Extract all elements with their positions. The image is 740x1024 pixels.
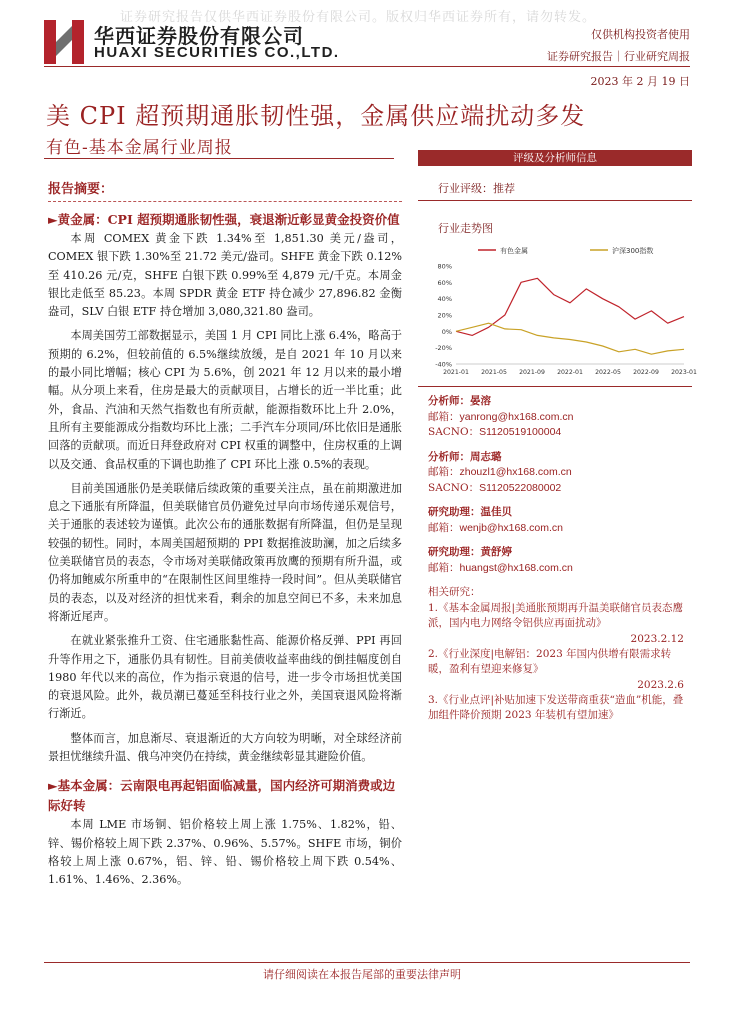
analyst-name: 黄舒婷 <box>480 546 512 558</box>
assistant-card <box>428 505 692 536</box>
analyst-name-row <box>428 394 692 410</box>
x-tick-label: 2022-05 <box>595 369 621 376</box>
y-tick-label: 0% <box>441 327 452 336</box>
analyst-sac-row <box>428 425 692 441</box>
analyst-role: 研究助理： <box>428 506 481 518</box>
legal-footer: 请仔细阅读在本报告尾部的重要法律声明 <box>263 968 461 981</box>
email-label: 邮箱： <box>428 561 460 574</box>
series-line <box>456 278 684 335</box>
page-title: 美 CPI 超预期通胀韧性强，金属供应端扰动多发 <box>46 102 586 130</box>
y-tick-label: 40% <box>437 295 452 304</box>
analyst-sac-row <box>428 481 692 497</box>
analyst-sac: S1120519100004 <box>479 426 562 438</box>
watermark: 证券研究报告仅供华西证券股份有限公司。版权归华西证券所有，请勿转发。 <box>120 10 597 25</box>
page-subtitle: 有色-基本金属行业周报 <box>46 138 233 158</box>
abstract-heading: 报告摘要： <box>48 178 402 202</box>
legend-label: 沪深300指数 <box>612 247 654 255</box>
email-label: 邮箱： <box>428 410 460 423</box>
analyst-role: 分析师： <box>428 395 470 407</box>
sac-label: SACNO： <box>428 481 480 494</box>
section-heading: ►基本金属：云南限电再起铝面临减量，国内经济可期消费或边际好转 <box>48 778 396 814</box>
main-content <box>48 178 402 890</box>
analyst-email-link[interactable]: yanrong@hx168.com.cn <box>459 410 574 423</box>
analyst-email-link[interactable]: wenjb@hx168.com.cn <box>459 521 563 534</box>
y-tick-label: -40% <box>435 360 452 369</box>
trend-chart-title: 行业走势图 <box>438 222 493 235</box>
section-heading: ►黄金属：CPI 超预期通胀韧性强，衰退渐近彰显黄金投资价值 <box>48 212 400 227</box>
related-research-heading: 相关研究： <box>428 586 481 598</box>
y-tick-label: 20% <box>437 311 452 320</box>
analyst-email-link[interactable]: zhouzl1@hx168.com.cn <box>459 466 572 478</box>
related-research-link[interactable]: 2.《行业深度|电解铝：2023 年国内供增有限需求转暖，盈利有望迎来修复》 <box>428 647 672 675</box>
analyst-email-row <box>428 410 692 426</box>
analyst-sac: S1120522080002 <box>479 481 562 494</box>
x-tick-label: 2021-05 <box>481 369 507 376</box>
x-tick-label: 2022-09 <box>633 369 659 376</box>
analyst-email-link[interactable]: huangst@hx168.com.cn <box>459 561 573 574</box>
analyst-name-row <box>428 450 692 466</box>
y-tick-label: -20% <box>435 344 452 353</box>
analyst-card <box>428 394 692 441</box>
footer-divider <box>44 962 690 963</box>
analyst-name-row <box>428 545 692 561</box>
analyst-email-row <box>428 521 692 537</box>
analyst-role: 研究助理： <box>428 546 481 558</box>
series-line <box>456 323 684 354</box>
x-tick-label: 2021-09 <box>519 369 545 376</box>
section-precious-metals <box>48 210 402 766</box>
x-tick-label: 2021-01 <box>443 369 469 376</box>
analyst-name-row <box>428 505 692 521</box>
analyst-role: 分析师： <box>428 450 470 463</box>
rating-label: 行业评级： <box>438 182 493 195</box>
paragraph: 目前美国通胀仍是美联储后续政策的重要关注点，虽在前期激进加息之下通胀有所降温，但美联储官员仍避免过早向市场传递乐观信号，关于通胀的表述较为谨慎。此次公布的通胀数据有所降温，但仍是呈现较强的韧性。同时，本周美国超预期的 PPI 数据推波助澜，加之后续多位美联储官员的表态，令市场对美联储政策再放鹰的预期有所升温，或仍将加鲍威尔所重申的“在限制性区间里维持一段时间”。但从美联储官员的表态，以及对经济的担忧来看，剩余的加息空间已不多，未来加息将渐近尾声。 <box>48 481 402 623</box>
related-research-link[interactable]: 1.《基本金属周报|美通胀预期再升温美联储官员表态鹰派，国内电力网络令铝供应再面扰动》 <box>428 601 684 629</box>
x-tick-label: 2022-01 <box>557 369 583 376</box>
related-research-date: 2023.2.12 <box>630 632 684 645</box>
section-base-metals <box>48 776 402 889</box>
analyst-name: 温佳贝 <box>480 506 512 518</box>
paragraph: 本周 LME 市场铜、铝价格较上周上涨 1.75%、1.82%，铅、锌、锡价格较上周下跌 2.37%、0.96%、5.57%。SHFE 市场，铜价格较上周上涨 0.67%，铝、锌、铅、锡价格较上周下跌 0.54%、1.61%、1.46%、2.36%。 <box>48 818 402 887</box>
report-date: 2023 年 2 月 19 日 <box>590 75 690 88</box>
related-research-date: 2023.2.6 <box>637 678 684 691</box>
x-tick-label: 2023-01 <box>671 369 697 376</box>
legend-label: 有色金属 <box>500 247 528 255</box>
audience-note: 仅供机构投资者使用 <box>591 28 690 41</box>
paragraph: 整体而言，加息渐尽、衰退渐近的大方向较为明晰，对全球经济前景担忧继续升温、俄乌冲突仍在持续，黄金继续彰显其避险价值。 <box>48 731 402 764</box>
chart-divider <box>418 386 692 387</box>
analyst-info <box>428 394 692 723</box>
y-tick-label: 80% <box>437 262 452 271</box>
paragraph: 在就业紧张推升工资、住宅通胀黏性高、能源价格反弹、PPI 再回升等作用之下，通胀仍具有韧性。目前美债收益率曲线的倒挂幅度创自 1980 年代以来的高位，作为指示衰退的信号，进一步令市场担忧美国的衰退风险。此外，裁员潮已蔓延至科技行业之外，美国衰退风险将渐行渐近。 <box>48 634 402 721</box>
report-type: 证券研究报告｜行业研究周报 <box>547 50 690 63</box>
paragraph: 本周 COMEX 黄金下跌 1.34%至 1,851.30 美元/盎司，COMEX 银下跌 1.30%至 21.72 美元/盎司。SHFE 黄金下跌 0.12%至 410.26 元/克，SHFE 白银下跌 0.99%至 4,879 元/千克。本周金银比走低至 85.23。本周 SPDR 黄金 ETF 持仓减少 27,896.82 金衡盎司，SLV 白银 ETF 持仓增加 3,080,321.80 盎司。 <box>48 232 402 319</box>
industry-trend-chart <box>422 240 697 380</box>
email-label: 邮箱： <box>428 521 460 534</box>
analyst-name: 晏溶 <box>470 395 491 407</box>
analyst-card <box>428 450 692 497</box>
header-divider <box>44 66 690 67</box>
related-research-link[interactable]: 3.《行业点评|补贴加速下发送带商重获“造血”机能，叠加组件降价预期 2023 年装机有望加速》 <box>428 693 684 721</box>
analyst-email-row <box>428 561 692 577</box>
analyst-email-row <box>428 465 692 481</box>
y-tick-label: 60% <box>437 278 452 287</box>
company-name-cn: 华西证券股份有限公司 <box>94 24 304 48</box>
industry-rating <box>438 180 515 196</box>
sidebar-header: 评级及分析师信息 <box>418 150 692 166</box>
analyst-name: 周志璐 <box>470 450 502 463</box>
sac-label: SACNO： <box>428 426 480 438</box>
email-label: 邮箱： <box>428 466 460 478</box>
title-divider <box>44 158 394 159</box>
assistant-card <box>428 545 692 576</box>
company-name-en: HUAXI SECURITIES CO.,LTD. <box>94 44 340 61</box>
company-logo-icon <box>44 20 84 64</box>
paragraph: 本周美国劳工部数据显示，美国 1 月 CPI 同比上涨 6.4%，略高于预期的 6.2%，但较前值的 6.5%继续放缓，是自 2021 年 10 月以来的最小同比增幅；核心 CPI 为 5.6%，创 2021 年 12 月以来的最小增幅。从分项上来看，住房是最大的贡献项目，占增长的近一半比重；此外，食品、汽油和天然气指数也有所贡献，能源指数环比上升 2.0%，且所有主要能源成分指数均环比上涨；二手汽车分项同/环比依旧是通胀回落的贡献项。而近日拜登政府对 CPI 权重的调整中，住房权重的上调以及交通、食品权重的下调也助推了 CPI 环比上涨 0.5%的表现。 <box>48 329 402 471</box>
rating-divider <box>418 200 692 201</box>
rating-value: 推荐 <box>493 182 515 195</box>
